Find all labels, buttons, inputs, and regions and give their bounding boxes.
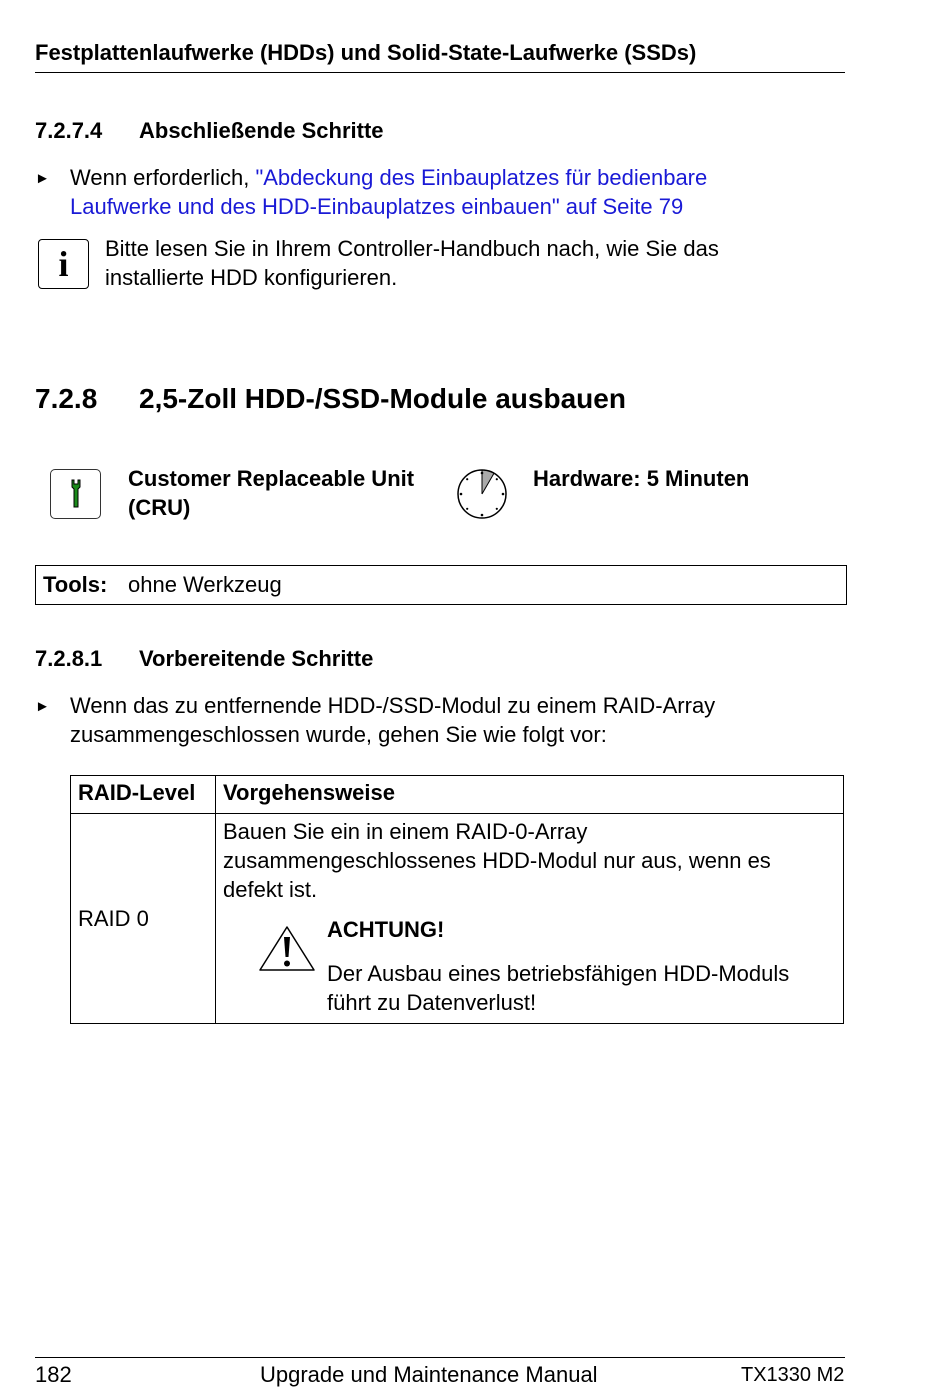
section-number-7281: 7.2.8.1 [35, 646, 103, 671]
info-icon: i [38, 239, 89, 289]
tools-label: Tools: [43, 572, 108, 597]
step-preparatory: Wenn das zu entfernende HDD-/SSD-Modul zu einem RAID-Array zusammengeschlossen wurde, gehen Sie wie folgt vor: [70, 693, 716, 747]
model-name: TX1330 M2 [741, 1364, 845, 1386]
step-prefix: Wenn erforderlich, [70, 165, 256, 190]
bullet-arrow-icon: ► [35, 698, 50, 715]
footer-rule [35, 1357, 845, 1358]
warning-title: ACHTUNG! [327, 917, 445, 942]
section-title-7274: Abschließende Schritte [139, 118, 384, 143]
cru-label: Customer Replaceable Unit (CRU) [128, 466, 415, 520]
cross-reference-link[interactable]: "Abdeckung des Einbauplatzes für bedienbare Laufwerke und des HDD-Einbauplatzes einbauen" auf Seite 79 [70, 165, 708, 219]
clock-icon [455, 467, 509, 521]
section-number-728: 7.2.8 [35, 383, 98, 414]
time-label: Hardware: 5 Minuten [533, 466, 750, 491]
table-header-cell: Vorgehensweise [216, 776, 844, 814]
raid-table [70, 775, 844, 1024]
warning-triangle-icon [257, 924, 317, 974]
procedure-cell [216, 814, 844, 1024]
warning-text: Der Ausbau eines betriebsfähigen HDD-Moduls führt zu Datenverlust! [327, 961, 790, 1015]
section-title-7281: Vorbereitende Schritte [139, 646, 374, 671]
table-row [71, 814, 844, 1024]
tools-value: ohne Werkzeug [128, 572, 282, 597]
section-title-728: 2,5-Zoll HDD-/SSD-Module ausbauen [139, 383, 626, 414]
wrench-icon [50, 469, 101, 519]
step-final [70, 163, 707, 221]
bullet-arrow-icon: ► [35, 170, 50, 187]
section-number-7274: 7.2.7.4 [35, 118, 103, 143]
header-rule [35, 72, 845, 73]
manual-title: Upgrade und Maintenance Manual [260, 1362, 598, 1387]
running-header: Festplattenlaufwerke (HDDs) und Solid-State-Laufwerke (SSDs) [35, 40, 697, 65]
raid-level-cell: RAID 0 [71, 814, 216, 1024]
info-note: Bitte lesen Sie in Ihrem Controller-Handbuch nach, wie Sie das installierte HDD konfigurieren. [105, 236, 719, 290]
procedure-text: Bauen Sie ein in einem RAID-0-Array zusammengeschlossenes HDD-Modul nur aus, wenn es defekt ist. [223, 819, 771, 902]
table-header-cell: RAID-Level [71, 776, 216, 814]
page-number: 182 [35, 1362, 72, 1387]
